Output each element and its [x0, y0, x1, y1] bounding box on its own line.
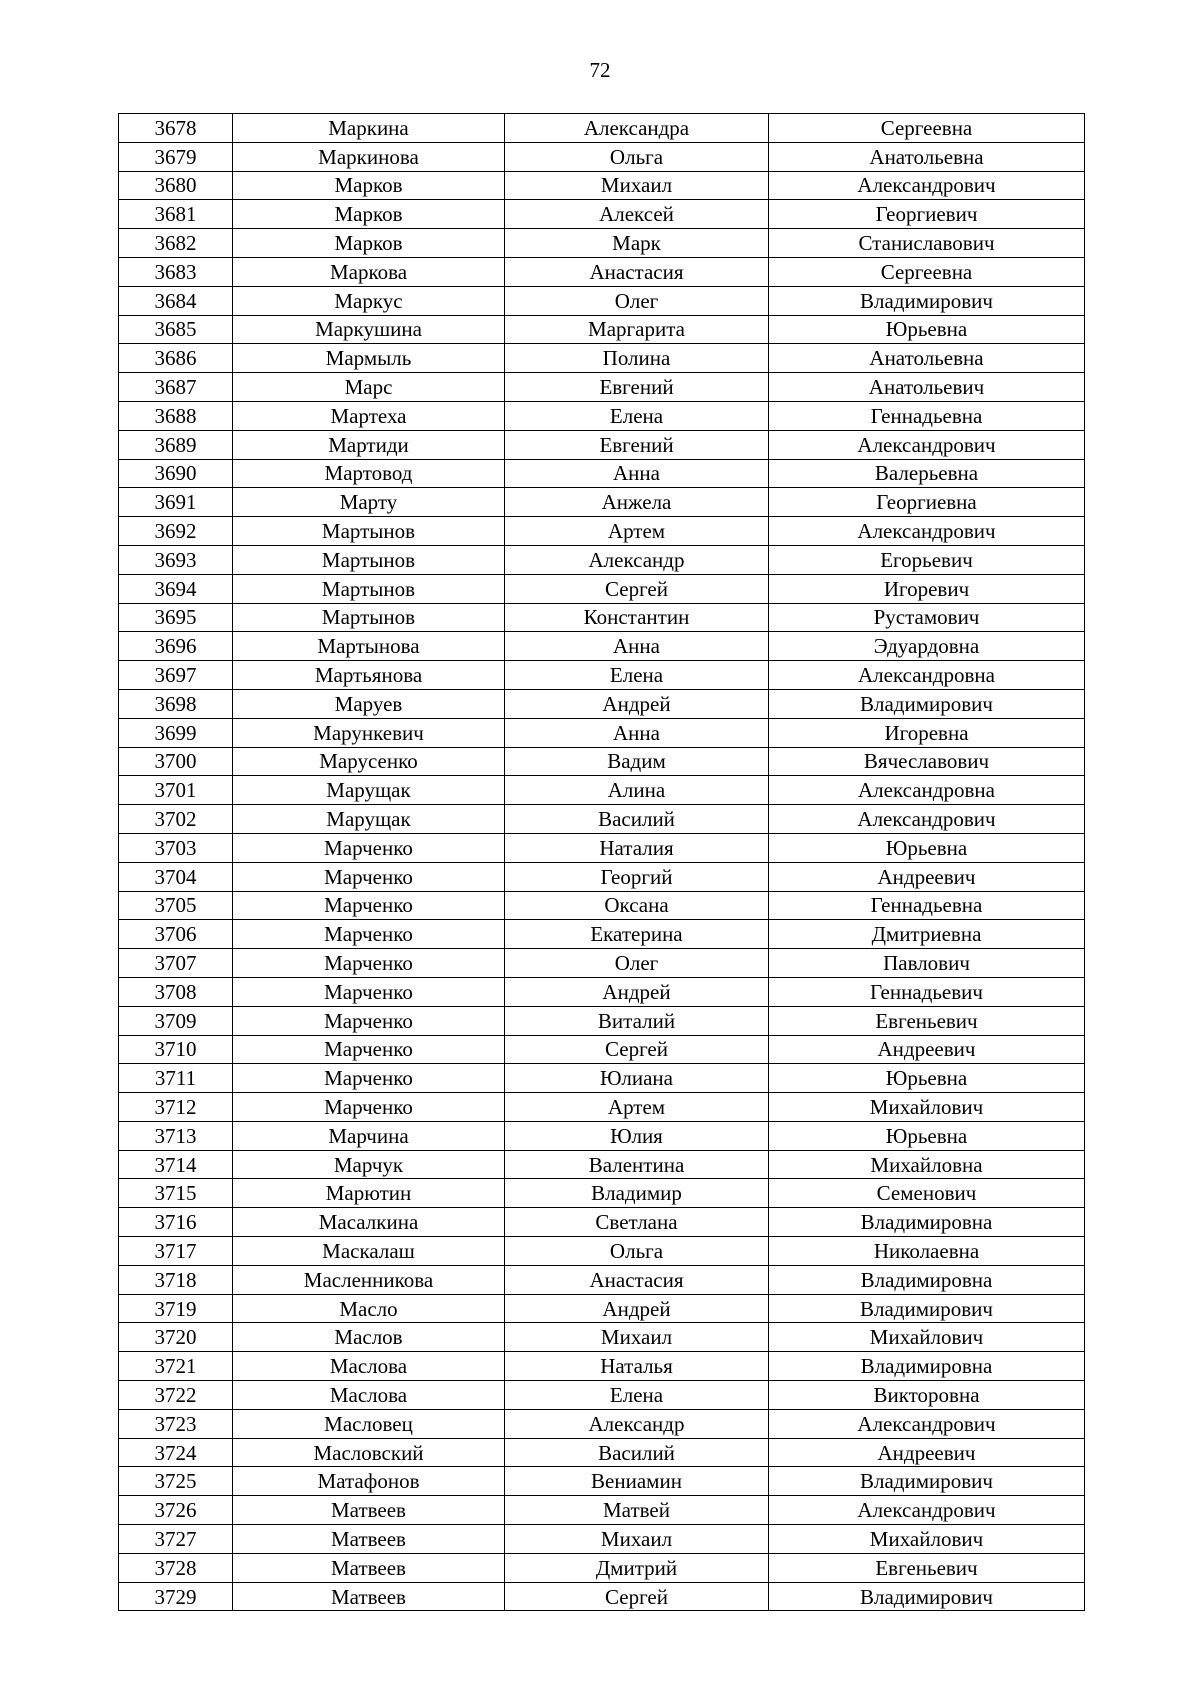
row-number-cell: 3700 [119, 747, 233, 776]
patronymic-cell: Александрович [769, 517, 1085, 546]
last-name-cell: Марченко [233, 1035, 505, 1064]
patronymic-cell: Егорьевич [769, 545, 1085, 574]
first-name-cell: Вадим [505, 747, 769, 776]
table-row [119, 373, 1085, 402]
table-row [119, 1582, 1085, 1611]
first-name-cell: Георгий [505, 862, 769, 891]
patronymic-cell: Михайловна [769, 1150, 1085, 1179]
table-row [119, 1150, 1085, 1179]
row-number-cell: 3709 [119, 1006, 233, 1035]
first-name-cell: Александр [505, 545, 769, 574]
table-row [119, 1467, 1085, 1496]
last-name-cell: Маслова [233, 1352, 505, 1381]
patronymic-cell: Анатольевич [769, 373, 1085, 402]
first-name-cell: Сергей [505, 574, 769, 603]
row-number-cell: 3684 [119, 286, 233, 315]
row-number-cell: 3696 [119, 632, 233, 661]
row-number-cell: 3716 [119, 1208, 233, 1237]
first-name-cell: Дмитрий [505, 1553, 769, 1582]
last-name-cell: Мармыль [233, 344, 505, 373]
first-name-cell: Марк [505, 229, 769, 258]
last-name-cell: Марченко [233, 1093, 505, 1122]
patronymic-cell: Вячеславович [769, 747, 1085, 776]
patronymic-cell: Геннадьевна [769, 891, 1085, 920]
row-number-cell: 3722 [119, 1381, 233, 1410]
row-number-cell: 3690 [119, 459, 233, 488]
table-row [119, 920, 1085, 949]
first-name-cell: Юлиана [505, 1064, 769, 1093]
patronymic-cell: Владимировна [769, 1352, 1085, 1381]
last-name-cell: Маслова [233, 1381, 505, 1410]
patronymic-cell: Владимирович [769, 1582, 1085, 1611]
first-name-cell: Андрей [505, 977, 769, 1006]
patronymic-cell: Александровна [769, 776, 1085, 805]
table-row [119, 977, 1085, 1006]
patronymic-cell: Александровна [769, 661, 1085, 690]
last-name-cell: Маркинова [233, 142, 505, 171]
patronymic-cell: Анатольевна [769, 142, 1085, 171]
last-name-cell: Марущак [233, 776, 505, 805]
first-name-cell: Анастасия [505, 257, 769, 286]
row-number-cell: 3694 [119, 574, 233, 603]
row-number-cell: 3718 [119, 1265, 233, 1294]
row-number-cell: 3723 [119, 1409, 233, 1438]
first-name-cell: Анна [505, 718, 769, 747]
patronymic-cell: Юрьевна [769, 1121, 1085, 1150]
patronymic-cell: Георгиевич [769, 200, 1085, 229]
row-number-cell: 3697 [119, 661, 233, 690]
patronymic-cell: Николаевна [769, 1237, 1085, 1266]
first-name-cell: Михаил [505, 171, 769, 200]
names-table-body [119, 114, 1085, 1611]
last-name-cell: Маркус [233, 286, 505, 315]
patronymic-cell: Владимирович [769, 1467, 1085, 1496]
table-row [119, 862, 1085, 891]
table-row [119, 517, 1085, 546]
first-name-cell: Сергей [505, 1035, 769, 1064]
last-name-cell: Маркушина [233, 315, 505, 344]
patronymic-cell: Владимирович [769, 1294, 1085, 1323]
table-row [119, 776, 1085, 805]
row-number-cell: 3708 [119, 977, 233, 1006]
row-number-cell: 3701 [119, 776, 233, 805]
last-name-cell: Масловец [233, 1409, 505, 1438]
patronymic-cell: Георгиевна [769, 488, 1085, 517]
first-name-cell: Анжела [505, 488, 769, 517]
table-row [119, 459, 1085, 488]
first-name-cell: Полина [505, 344, 769, 373]
first-name-cell: Екатерина [505, 920, 769, 949]
table-row [119, 661, 1085, 690]
row-number-cell: 3729 [119, 1582, 233, 1611]
row-number-cell: 3721 [119, 1352, 233, 1381]
last-name-cell: Маркова [233, 257, 505, 286]
first-name-cell: Матвей [505, 1496, 769, 1525]
row-number-cell: 3688 [119, 401, 233, 430]
last-name-cell: Марченко [233, 1064, 505, 1093]
first-name-cell: Константин [505, 603, 769, 632]
last-name-cell: Мартовод [233, 459, 505, 488]
row-number-cell: 3711 [119, 1064, 233, 1093]
row-number-cell: 3725 [119, 1467, 233, 1496]
row-number-cell: 3702 [119, 805, 233, 834]
last-name-cell: Марков [233, 171, 505, 200]
patronymic-cell: Игоревна [769, 718, 1085, 747]
first-name-cell: Анна [505, 459, 769, 488]
patronymic-cell: Андреевич [769, 1035, 1085, 1064]
table-row [119, 603, 1085, 632]
patronymic-cell: Валерьевна [769, 459, 1085, 488]
first-name-cell: Алина [505, 776, 769, 805]
patronymic-cell: Дмитриевна [769, 920, 1085, 949]
first-name-cell: Валентина [505, 1150, 769, 1179]
last-name-cell: Мартынов [233, 545, 505, 574]
table-row [119, 805, 1085, 834]
row-number-cell: 3686 [119, 344, 233, 373]
first-name-cell: Олег [505, 949, 769, 978]
last-name-cell: Марункевич [233, 718, 505, 747]
table-row [119, 200, 1085, 229]
patronymic-cell: Сергеевна [769, 114, 1085, 143]
first-name-cell: Василий [505, 805, 769, 834]
table-row [119, 1352, 1085, 1381]
last-name-cell: Марченко [233, 977, 505, 1006]
last-name-cell: Маруев [233, 689, 505, 718]
last-name-cell: Марущак [233, 805, 505, 834]
row-number-cell: 3678 [119, 114, 233, 143]
row-number-cell: 3685 [119, 315, 233, 344]
patronymic-cell: Евгеньевич [769, 1006, 1085, 1035]
row-number-cell: 3687 [119, 373, 233, 402]
page-number: 72 [589, 58, 611, 82]
last-name-cell: Матафонов [233, 1467, 505, 1496]
row-number-cell: 3714 [119, 1150, 233, 1179]
first-name-cell: Евгений [505, 373, 769, 402]
row-number-cell: 3680 [119, 171, 233, 200]
first-name-cell: Вениамин [505, 1467, 769, 1496]
first-name-cell: Светлана [505, 1208, 769, 1237]
names-table [118, 113, 1085, 1611]
table-row [119, 1064, 1085, 1093]
patronymic-cell: Владимирович [769, 689, 1085, 718]
table-row [119, 718, 1085, 747]
last-name-cell: Мартынов [233, 603, 505, 632]
first-name-cell: Сергей [505, 1582, 769, 1611]
last-name-cell: Марчук [233, 1150, 505, 1179]
last-name-cell: Мартиди [233, 430, 505, 459]
table-row [119, 1294, 1085, 1323]
patronymic-cell: Александрович [769, 171, 1085, 200]
last-name-cell: Марусенко [233, 747, 505, 776]
table-row [119, 142, 1085, 171]
last-name-cell: Матвеев [233, 1525, 505, 1554]
table-row [119, 1121, 1085, 1150]
table-row [119, 574, 1085, 603]
patronymic-cell: Анатольевна [769, 344, 1085, 373]
patronymic-cell: Александрович [769, 430, 1085, 459]
table-row [119, 1006, 1085, 1035]
row-number-cell: 3682 [119, 229, 233, 258]
row-number-cell: 3710 [119, 1035, 233, 1064]
patronymic-cell: Андреевич [769, 1438, 1085, 1467]
first-name-cell: Наталья [505, 1352, 769, 1381]
row-number-cell: 3703 [119, 833, 233, 862]
last-name-cell: Марс [233, 373, 505, 402]
row-number-cell: 3704 [119, 862, 233, 891]
row-number-cell: 3698 [119, 689, 233, 718]
row-number-cell: 3712 [119, 1093, 233, 1122]
patronymic-cell: Станиславович [769, 229, 1085, 258]
first-name-cell: Ольга [505, 1237, 769, 1266]
first-name-cell: Алексей [505, 200, 769, 229]
patronymic-cell: Игоревич [769, 574, 1085, 603]
row-number-cell: 3683 [119, 257, 233, 286]
last-name-cell: Марченко [233, 833, 505, 862]
row-number-cell: 3693 [119, 545, 233, 574]
patronymic-cell: Александрович [769, 1496, 1085, 1525]
row-number-cell: 3681 [119, 200, 233, 229]
row-number-cell: 3679 [119, 142, 233, 171]
table-row [119, 430, 1085, 459]
patronymic-cell: Геннадьевна [769, 401, 1085, 430]
first-name-cell: Артем [505, 517, 769, 546]
patronymic-cell: Юрьевна [769, 833, 1085, 862]
table-row [119, 401, 1085, 430]
first-name-cell: Юлия [505, 1121, 769, 1150]
row-number-cell: 3726 [119, 1496, 233, 1525]
last-name-cell: Масловский [233, 1438, 505, 1467]
last-name-cell: Марченко [233, 891, 505, 920]
table-row [119, 315, 1085, 344]
table-row [119, 747, 1085, 776]
first-name-cell: Михаил [505, 1525, 769, 1554]
first-name-cell: Елена [505, 1381, 769, 1410]
last-name-cell: Марту [233, 488, 505, 517]
patronymic-cell: Викторовна [769, 1381, 1085, 1410]
last-name-cell: Мартеха [233, 401, 505, 430]
last-name-cell: Матвеев [233, 1496, 505, 1525]
patronymic-cell: Павлович [769, 949, 1085, 978]
last-name-cell: Матвеев [233, 1582, 505, 1611]
table-row [119, 689, 1085, 718]
table-row [119, 1323, 1085, 1352]
last-name-cell: Марютин [233, 1179, 505, 1208]
table-row [119, 114, 1085, 143]
last-name-cell: Маскалаш [233, 1237, 505, 1266]
first-name-cell: Андрей [505, 1294, 769, 1323]
patronymic-cell: Семенович [769, 1179, 1085, 1208]
last-name-cell: Мартынова [233, 632, 505, 661]
first-name-cell: Елена [505, 401, 769, 430]
patronymic-cell: Геннадьевич [769, 977, 1085, 1006]
patronymic-cell: Александрович [769, 805, 1085, 834]
last-name-cell: Матвеев [233, 1553, 505, 1582]
table-row [119, 1381, 1085, 1410]
first-name-cell: Оксана [505, 891, 769, 920]
first-name-cell: Михаил [505, 1323, 769, 1352]
table-row [119, 1035, 1085, 1064]
row-number-cell: 3699 [119, 718, 233, 747]
table-row [119, 1237, 1085, 1266]
patronymic-cell: Эдуардовна [769, 632, 1085, 661]
table-row [119, 286, 1085, 315]
patronymic-cell: Сергеевна [769, 257, 1085, 286]
table-row [119, 1093, 1085, 1122]
table-row [119, 257, 1085, 286]
last-name-cell: Марчина [233, 1121, 505, 1150]
row-number-cell: 3728 [119, 1553, 233, 1582]
last-name-cell: Мартьянова [233, 661, 505, 690]
last-name-cell: Мартынов [233, 517, 505, 546]
first-name-cell: Анастасия [505, 1265, 769, 1294]
last-name-cell: Марченко [233, 949, 505, 978]
first-name-cell: Наталия [505, 833, 769, 862]
row-number-cell: 3715 [119, 1179, 233, 1208]
row-number-cell: 3717 [119, 1237, 233, 1266]
last-name-cell: Маслов [233, 1323, 505, 1352]
row-number-cell: 3724 [119, 1438, 233, 1467]
first-name-cell: Василий [505, 1438, 769, 1467]
table-row [119, 1525, 1085, 1554]
table-row [119, 344, 1085, 373]
patronymic-cell: Владимировна [769, 1208, 1085, 1237]
last-name-cell: Марченко [233, 1006, 505, 1035]
first-name-cell: Артем [505, 1093, 769, 1122]
table-row [119, 1496, 1085, 1525]
table-row [119, 1553, 1085, 1582]
patronymic-cell: Андреевич [769, 862, 1085, 891]
row-number-cell: 3707 [119, 949, 233, 978]
last-name-cell: Марков [233, 200, 505, 229]
first-name-cell: Евгений [505, 430, 769, 459]
row-number-cell: 3692 [119, 517, 233, 546]
table-row [119, 1208, 1085, 1237]
table-row [119, 632, 1085, 661]
row-number-cell: 3727 [119, 1525, 233, 1554]
patronymic-cell: Рустамович [769, 603, 1085, 632]
table-row [119, 1438, 1085, 1467]
last-name-cell: Марченко [233, 862, 505, 891]
row-number-cell: 3706 [119, 920, 233, 949]
first-name-cell: Андрей [505, 689, 769, 718]
table-row [119, 229, 1085, 258]
first-name-cell: Александра [505, 114, 769, 143]
last-name-cell: Масалкина [233, 1208, 505, 1237]
table-row [119, 949, 1085, 978]
first-name-cell: Владимир [505, 1179, 769, 1208]
last-name-cell: Масло [233, 1294, 505, 1323]
row-number-cell: 3720 [119, 1323, 233, 1352]
last-name-cell: Маркина [233, 114, 505, 143]
last-name-cell: Масленникова [233, 1265, 505, 1294]
table-row [119, 1409, 1085, 1438]
row-number-cell: 3689 [119, 430, 233, 459]
first-name-cell: Ольга [505, 142, 769, 171]
first-name-cell: Виталий [505, 1006, 769, 1035]
patronymic-cell: Михайлович [769, 1525, 1085, 1554]
row-number-cell: 3705 [119, 891, 233, 920]
first-name-cell: Маргарита [505, 315, 769, 344]
first-name-cell: Анна [505, 632, 769, 661]
table-row [119, 1265, 1085, 1294]
first-name-cell: Елена [505, 661, 769, 690]
patronymic-cell: Владимировна [769, 1265, 1085, 1294]
last-name-cell: Марков [233, 229, 505, 258]
table-row [119, 1179, 1085, 1208]
patronymic-cell: Владимирович [769, 286, 1085, 315]
table-row [119, 545, 1085, 574]
row-number-cell: 3713 [119, 1121, 233, 1150]
patronymic-cell: Юрьевна [769, 315, 1085, 344]
last-name-cell: Марченко [233, 920, 505, 949]
patronymic-cell: Евгеньевич [769, 1553, 1085, 1582]
row-number-cell: 3719 [119, 1294, 233, 1323]
table-row [119, 171, 1085, 200]
first-name-cell: Александр [505, 1409, 769, 1438]
row-number-cell: 3695 [119, 603, 233, 632]
first-name-cell: Олег [505, 286, 769, 315]
table-row [119, 488, 1085, 517]
table-row [119, 891, 1085, 920]
patronymic-cell: Юрьевна [769, 1064, 1085, 1093]
table-row [119, 833, 1085, 862]
patronymic-cell: Александрович [769, 1409, 1085, 1438]
patronymic-cell: Михайлович [769, 1093, 1085, 1122]
last-name-cell: Мартынов [233, 574, 505, 603]
row-number-cell: 3691 [119, 488, 233, 517]
patronymic-cell: Михайлович [769, 1323, 1085, 1352]
